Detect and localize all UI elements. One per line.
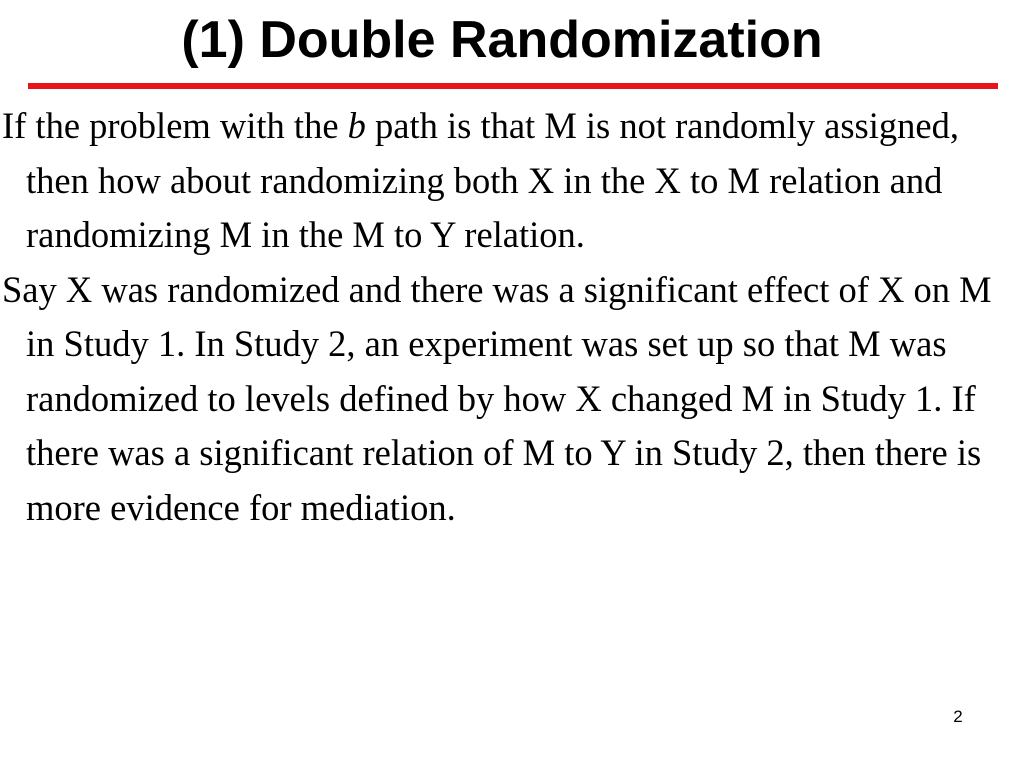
paragraph-1-italic-b: b <box>347 105 366 146</box>
paragraph-1-text-start: If the problem with the <box>2 105 348 146</box>
paragraph-2: Say X was randomized and there was a significant effect of X on M in Study 1. In Study 2, an experiment was set up so that M was randomized to levels defined by how X changed M in Study 1. If there was a significant relation of M to Y in Study 2, then there is more evidence for mediation. <box>2 268 992 528</box>
title-underline <box>28 83 998 89</box>
paragraph-1 <box>2 99 1020 263</box>
page-number: 2 <box>953 707 963 726</box>
slide-body <box>2 99 1020 535</box>
slide-title: (1) Double Randomization <box>181 11 823 69</box>
paragraph-1-text-end: path is that M is not randomly assigned, then how about randomizing both X in the X to M relation and randomizing M in the M to Y relation. <box>26 105 959 255</box>
